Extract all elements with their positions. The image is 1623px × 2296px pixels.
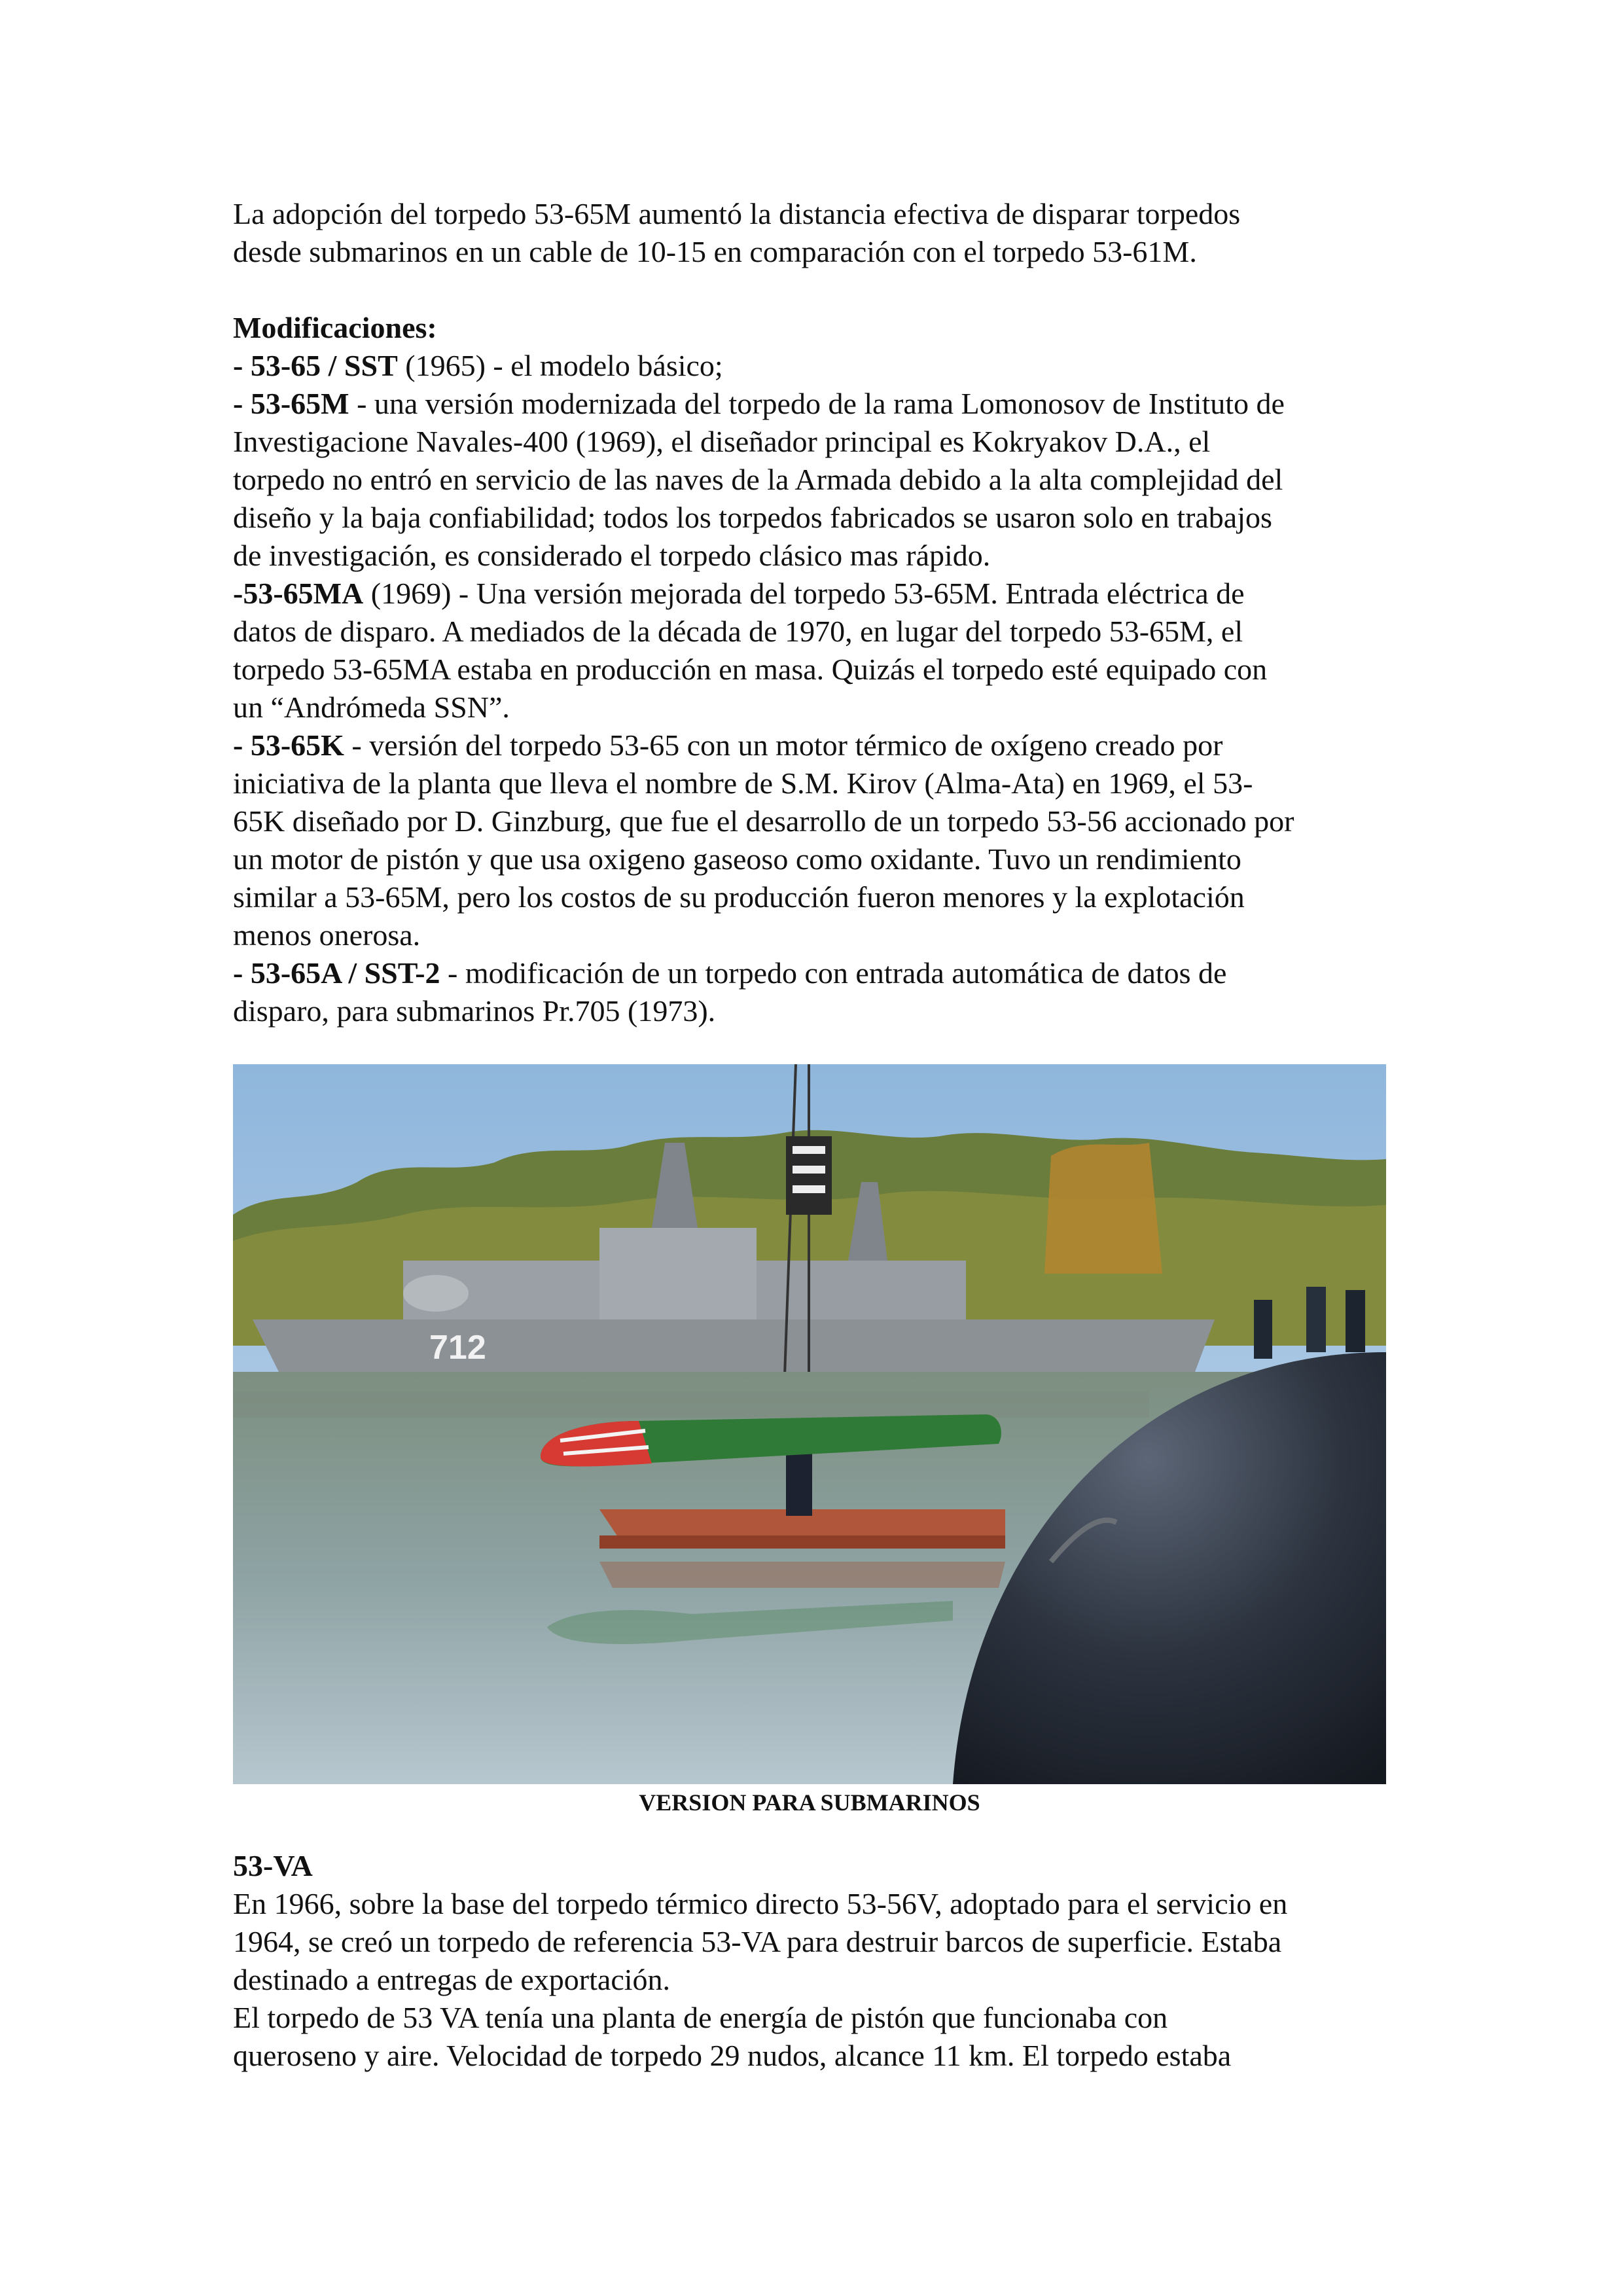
upper-text xyxy=(233,195,1411,1030)
warship-bridge xyxy=(599,1228,757,1319)
mod-text: torpedo no entró en servicio de las naves de la Armada debido a la alta complejidad del xyxy=(233,463,1283,496)
mod-text: (1969) - Una versión mejorada del torpedo 53-65M. Entrada eléctrica de xyxy=(363,577,1245,610)
mod-item-53-65m xyxy=(233,385,1411,423)
body-line: 1964, se creó un torpedo de referencia 53-VA para destruir barcos de superficie. Estaba xyxy=(233,1925,1282,1958)
mod-text: - versión del torpedo 53-65 con un motor térmico de oxígeno creado por xyxy=(344,728,1223,762)
hull-number: 712 xyxy=(429,1329,486,1367)
mod-text: torpedo 53-65MA estaba en producción en masa. Quizás el torpedo esté equipado con xyxy=(233,653,1268,686)
crane-stripe xyxy=(793,1185,825,1193)
modifications-heading: Modificaciones: xyxy=(233,311,437,344)
mod-label: - 53-65K xyxy=(233,728,344,762)
body-line: queroseno y aire. Velocidad de torpedo 29 nudos, alcance 11 km. El torpedo estaba xyxy=(233,2039,1232,2072)
mod-text: - una versión modernizada del torpedo de la rama Lomonosov de Instituto de xyxy=(349,387,1285,420)
orange-foliage xyxy=(1044,1143,1162,1274)
mod-text: iniciativa de la planta que lleva el nombre de S.M. Kirov (Alma-Ata) en 1969, el 53- xyxy=(233,766,1253,800)
body-line: En 1966, sobre la base del torpedo térmico directo 53-56V, adoptado para el servicio en xyxy=(233,1887,1288,1920)
submarine-photo xyxy=(233,1064,1386,1784)
crane-stripe xyxy=(793,1146,825,1154)
figure-caption: VERSION PARA SUBMARINOS xyxy=(639,1789,980,1816)
mod-label: -53-65MA xyxy=(233,577,364,610)
mod-text: menos onerosa. xyxy=(233,918,421,952)
mod-text: disparo, para submarinos Pr.705 (1973). xyxy=(233,994,716,1028)
mod-text: (1965) - el modelo básico; xyxy=(397,349,723,382)
mod-text: 65K diseñado por D. Ginzburg, que fue el desarrollo de un torpedo 53-56 accionado por xyxy=(233,804,1294,838)
mod-text: diseño y la baja confiabilidad; todos los torpedos fabricados se usaron solo en trabajos xyxy=(233,501,1272,534)
mod-item-53-65ma xyxy=(233,575,1411,613)
body-line: destinado a entregas de exportación. xyxy=(233,1963,671,1996)
mod-text: Investigacione Navales-400 (1969), el diseñador principal es Kokryakov D.A., el xyxy=(233,425,1211,458)
lower-text xyxy=(233,1847,1411,2075)
cradle-reflection xyxy=(599,1562,1005,1588)
crane-stripe xyxy=(793,1166,825,1174)
worker-figure xyxy=(1306,1287,1326,1352)
radar-dome xyxy=(403,1275,469,1312)
mod-text: datos de disparo. A mediados de la década de 1970, en lugar del torpedo 53-65M, el xyxy=(233,615,1243,648)
intro-line: desde submarinos en un cable de 10-15 en comparación con el torpedo 53-61M. xyxy=(233,235,1197,268)
mod-label: - 53-65A / SST-2 xyxy=(233,956,440,990)
mod-label: - 53-65 / SST xyxy=(233,349,398,382)
mod-text: de investigación, es considerado el torpedo clásico mas rápido. xyxy=(233,539,991,572)
mod-text: un motor de pistón y que usa oxigeno gaseoso como oxidante. Tuvo un rendimiento xyxy=(233,842,1241,876)
mod-text: un “Andrómeda SSN”. xyxy=(233,691,510,724)
mod-item-53-65 xyxy=(233,347,1411,385)
section-heading: 53-VA xyxy=(233,1849,313,1882)
worker-figure xyxy=(1254,1300,1272,1359)
mod-item-53-65a xyxy=(233,954,1411,992)
cradle-beam xyxy=(599,1535,1005,1549)
spacer xyxy=(233,271,1411,309)
mod-text: - modificación de un torpedo con entrada automática de datos de xyxy=(440,956,1227,990)
worker-figure xyxy=(1346,1290,1365,1352)
photo-illustration xyxy=(233,1064,1386,1784)
intro-line: La adopción del torpedo 53-65M aumentó la distancia efectiva de disparar torpedos xyxy=(233,197,1241,230)
body-line: El torpedo de 53 VA tenía una planta de energía de pistón que funcionaba con xyxy=(233,2001,1168,2034)
warship-hull xyxy=(253,1319,1215,1372)
mod-text: similar a 53-65M, pero los costos de su producción fueron menores y la explotación xyxy=(233,880,1245,914)
mod-item-53-65k xyxy=(233,726,1411,764)
mod-label: - 53-65M xyxy=(233,387,349,420)
water-reflection xyxy=(233,1391,1149,1418)
